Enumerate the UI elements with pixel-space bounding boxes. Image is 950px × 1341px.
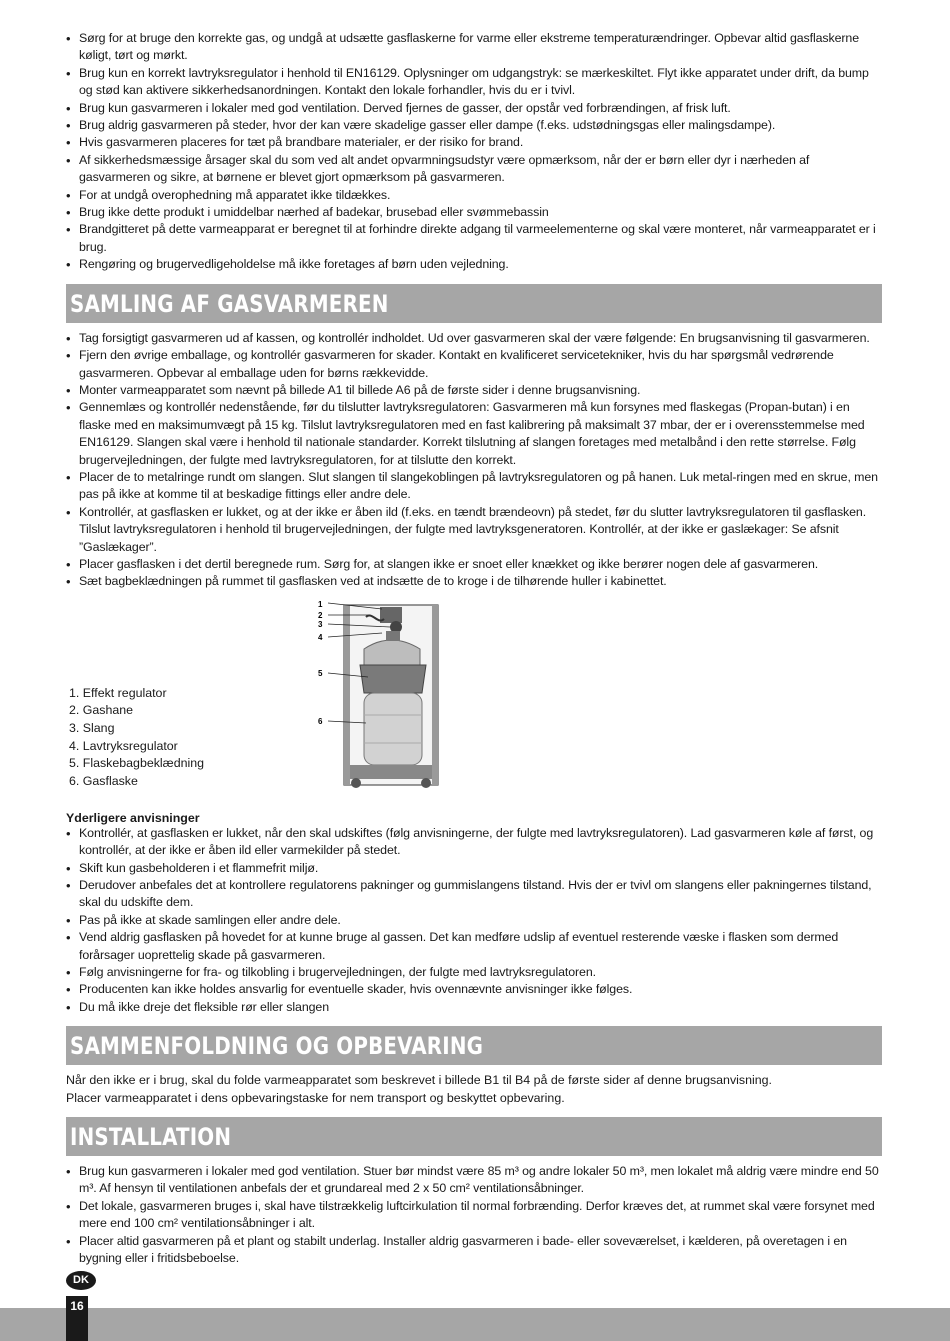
bullet-item: • Kontrollér, at gasflasken er lukket, og at der ikke er åben ild (f.eks. en tændt brændeovn) på stedet, før du slutter lavtryksregulatoren til gasflasken. Tilslut lavtryksregulatoren i henhold til brugervejledningen, der fulgte med lavtryksgeneratoren. Kontrollér, at der ikke er gaslækager: Se afsnit ”Gaslækager”. — [66, 504, 882, 556]
bullet-item: • Brug aldrig gasvarmeren på steder, hvor der kan være skadelige gasser eller dampe (f.eks. udstødningsgas eller malingsdampe). — [66, 117, 882, 134]
callout-label: 3 — [318, 619, 323, 629]
bullet-item: • Placer de to metalringe rundt om slangen. Slut slangen til slangekoblingen på lavtryksregulatoren og på hanen. Luk metal-ringen med en skrue, men pas på ikke at komme til at beskadige fittings eller andre dele. — [66, 469, 882, 504]
installation-bullet-list — [66, 1163, 882, 1267]
figure-legend — [69, 685, 204, 791]
cabinet-right-rail — [432, 605, 438, 785]
bullet-item: • Sæt bagbeklædningen på rummet til gasflasken ved at indsætte de to kroge i de tilhørende huller i kabinettet. — [66, 573, 882, 590]
bullet-item: • Brug kun gasvarmeren i lokaler med god ventilation. Stuer bør mindst være 85 m³ og andre lokaler 50 m³, men lokalet må aldrig være mindre end 50 m³. Af hensyn til ventilationen anbefals der et grundareal med 2 x 50 cm² ventilationsåbninger. — [66, 1163, 882, 1198]
legend-item: 6. Gasflaske — [69, 773, 138, 788]
language-badge: DK — [66, 1271, 96, 1290]
bullet-item: • Derudover anbefales det at kontrollere regulatorens pakninger og gummislangens tilstand. Hvis der er tvivl om slangens eller pakningernes tilstand, skal du udskifte dem. — [66, 877, 882, 912]
intro-bullet-list — [66, 30, 882, 274]
bullet-item: • Af sikkerhedsmæssige årsager skal du som ved alt andet opvarmningsudstyr være opmærksom, når der er børn eller dyr i nærheden af gasvarmeren og sikre, at børnene er blevet gjort opmærksom på gasvarmeren. — [66, 152, 882, 187]
figure-block — [66, 597, 882, 809]
bullet-item: • Placer altid gasvarmeren på et plant og stabilt underlag. Installer aldrig gasvarmeren i bade- eller soveværelset, i kælderen, på overetagen i en bygning eller i fritidsbeboelse. — [66, 1233, 882, 1268]
legend-item: 2. Gashane — [69, 703, 134, 718]
bullet-item: • Kontrollér, at gasflasken er lukket, når den skal udskiftes (følg anvisningerne, der fulgte med lavtryksregulatoren). Lad gasvarmeren køle af først, og kontrollér, at der ikke er åben ild eller varmekilder på stedet. — [66, 825, 882, 860]
bullet-item: • Følg anvisningerne for fra- og tilkobling i brugervejledningen, der fulgte med lavtryksregulatoren. — [66, 964, 882, 981]
bullet-item: • Du må ikke dreje det fleksible rør eller slangen — [66, 999, 882, 1016]
section-title: INSTALLATION — [70, 1123, 232, 1152]
storage-paragraph: Når den ikke er i brug, skal du folde varmeapparatet som beskrevet i billede B1 til B4 på de første sider af denne brugsanvisning. — [66, 1073, 772, 1088]
legend-item: 5. Flaskebagbeklædning — [69, 756, 205, 771]
bullet-item: • Skift kun gasbeholderen i et flammefrit miljø. — [66, 860, 882, 877]
section-heading-installation — [66, 1117, 882, 1156]
bullet-item: • Tag forsigtigt gasvarmeren ud af kassen, og kontrollér indholdet. Ud over gasvarmeren skal der være følgende: En brugsanvisning til gasvarmeren. — [66, 330, 882, 347]
storage-paragraph: Placer varmeapparatet i dens opbevaringstaske for nem transport og beskyttet opbevaring. — [66, 1090, 565, 1105]
callout-label: 2 — [318, 610, 323, 620]
section-title: SAMMENFOLDNING OG OPBEVARING — [70, 1032, 484, 1061]
callout-label: 6 — [318, 716, 323, 726]
section-heading-storage — [66, 1026, 882, 1065]
wheel-icon — [421, 778, 431, 788]
bullet-item: • Det lokale, gasvarmeren bruges i, skal have tilstrækkelig luftcirkulation til normal forbrænding. Derfor kræves det, at rummet skal være forsynet med mere end 100 cm² ventilationsåbninger i alt. — [66, 1198, 882, 1233]
subheading-additional-instructions: Yderligere anvisninger — [66, 810, 200, 825]
bullet-item: • Vend aldrig gasflasken på hovedet for at kunne bruge al gassen. Det kan medføre udslip af eventuel resterende væske i flasken som dermed forårsager uoprettelig skade på gasvarmeren. — [66, 929, 882, 964]
document-page — [66, 30, 882, 1268]
bullet-item: • Brug ikke dette produkt i umiddelbar nærhed af badekar, brusebad eller svømmebassin — [66, 204, 882, 221]
footer-bar — [0, 1308, 950, 1341]
bullet-item: • Brug kun en korrekt lavtryksregulator i henhold til EN16129. Oplysninger om udgangstryk: se mærkeskiltet. Flyt ikke apparatet under drift, da bump og stød kan aktivere sikkerhedsanordningen. Kontakt den lokale forhandler, hvis du er i tvivl. — [66, 65, 882, 100]
bullet-item: • Rengøring og brugervedligeholdelse må ikke foretages af børn uden vejledning. — [66, 256, 882, 273]
bullet-item: • Pas på ikke at skade samlingen eller andre dele. — [66, 912, 882, 929]
bullet-item: • Monter varmeapparatet som nævnt på billede A1 til billede A6 på de første sider i denne brugsanvisning. — [66, 382, 882, 399]
bullet-item: • Brandgitteret på dette varmeapparat er beregnet til at forhindre direkte adgang til varmeelementerne og skal være monteret, når varmeapparatet er i brug. — [66, 221, 882, 256]
back-cover-panel — [360, 665, 426, 693]
bullet-item: • Placer gasflasken i det dertil beregnede rum. Sørg for, at slangen ikke er snoet eller knækket og ikke berører nogen dele af gasvarmeren. — [66, 556, 882, 573]
cylinder-collar — [386, 631, 400, 641]
bullet-item: • Sørg for at bruge den korrekte gas, og undgå at udsætte gasflaskerne for varme eller ekstreme temperaturændringer. Opbevar altid gasflaskerne køligt, tørt og mørkt. — [66, 30, 882, 65]
bullet-item: • Fjern den øvrige emballage, og kontrollér gasvarmeren for skader. Kontakt en kvalificeret servicetekniker, hvis du har spørgsmål vedrørende gasvarmeren. Opbevar al emballage uden for børns rækkevidde. — [66, 347, 882, 382]
cabinet-left-rail — [344, 605, 350, 785]
legend-item: 3. Slang — [69, 720, 115, 735]
legend-item: 1. Effekt regulator — [69, 685, 167, 700]
page-number: 16 — [66, 1296, 88, 1341]
bullet-item: • For at undgå overophedning må apparatet ikke tildækkes. — [66, 187, 882, 204]
callout-label: 4 — [318, 632, 323, 642]
legend-item: 4. Lavtryksregulator — [69, 738, 178, 753]
bullet-item: • Producenten kan ikke holdes ansvarlig for eventuelle skader, hvis ovennævnte anvisninger ikke følges. — [66, 981, 882, 998]
gas-heater-cylinder-figure — [316, 597, 502, 797]
cylinder-body — [364, 693, 422, 765]
bullet-item: • Brug kun gasvarmeren i lokaler med god ventilation. Derved fjernes de gasser, der opstår ved forbrændingen, af frisk luft. — [66, 100, 882, 117]
wheel-icon — [351, 778, 361, 788]
cabinet-base — [350, 765, 432, 779]
callout-label: 5 — [318, 668, 323, 678]
callout-label: 1 — [318, 599, 323, 609]
bullet-item: • Gennemlæs og kontrollér nedenstående, før du tilslutter lavtryksregulatoren: Gasvarmeren må kun forsynes med flaskegas (Propan-butan) i en flaske med en maksimumvægt på 15 kg. Tilslut lavtryksregulatoren med en fast kalibrering på maksimalt 37 mbar, der er i overensstemmelse med EN16129. Slangen skal være i henhold til nationale standarder. Korrekt tilslutning af slangen foretages med metalbånd i den rette størrelse. Følg brugervejledningen, der fulgte med lavtryksregulatoren, for at tilslutte den korrekt. — [66, 399, 882, 469]
assembly-bullet-list — [66, 330, 882, 591]
bullet-item: • Hvis gasvarmeren placeres for tæt på brandbare materialer, er der risiko for brand. — [66, 134, 882, 151]
extra-bullet-list — [66, 825, 882, 1016]
section-title: SAMLING AF GASVARMEREN — [70, 289, 389, 318]
section-heading-assembly — [66, 284, 882, 323]
